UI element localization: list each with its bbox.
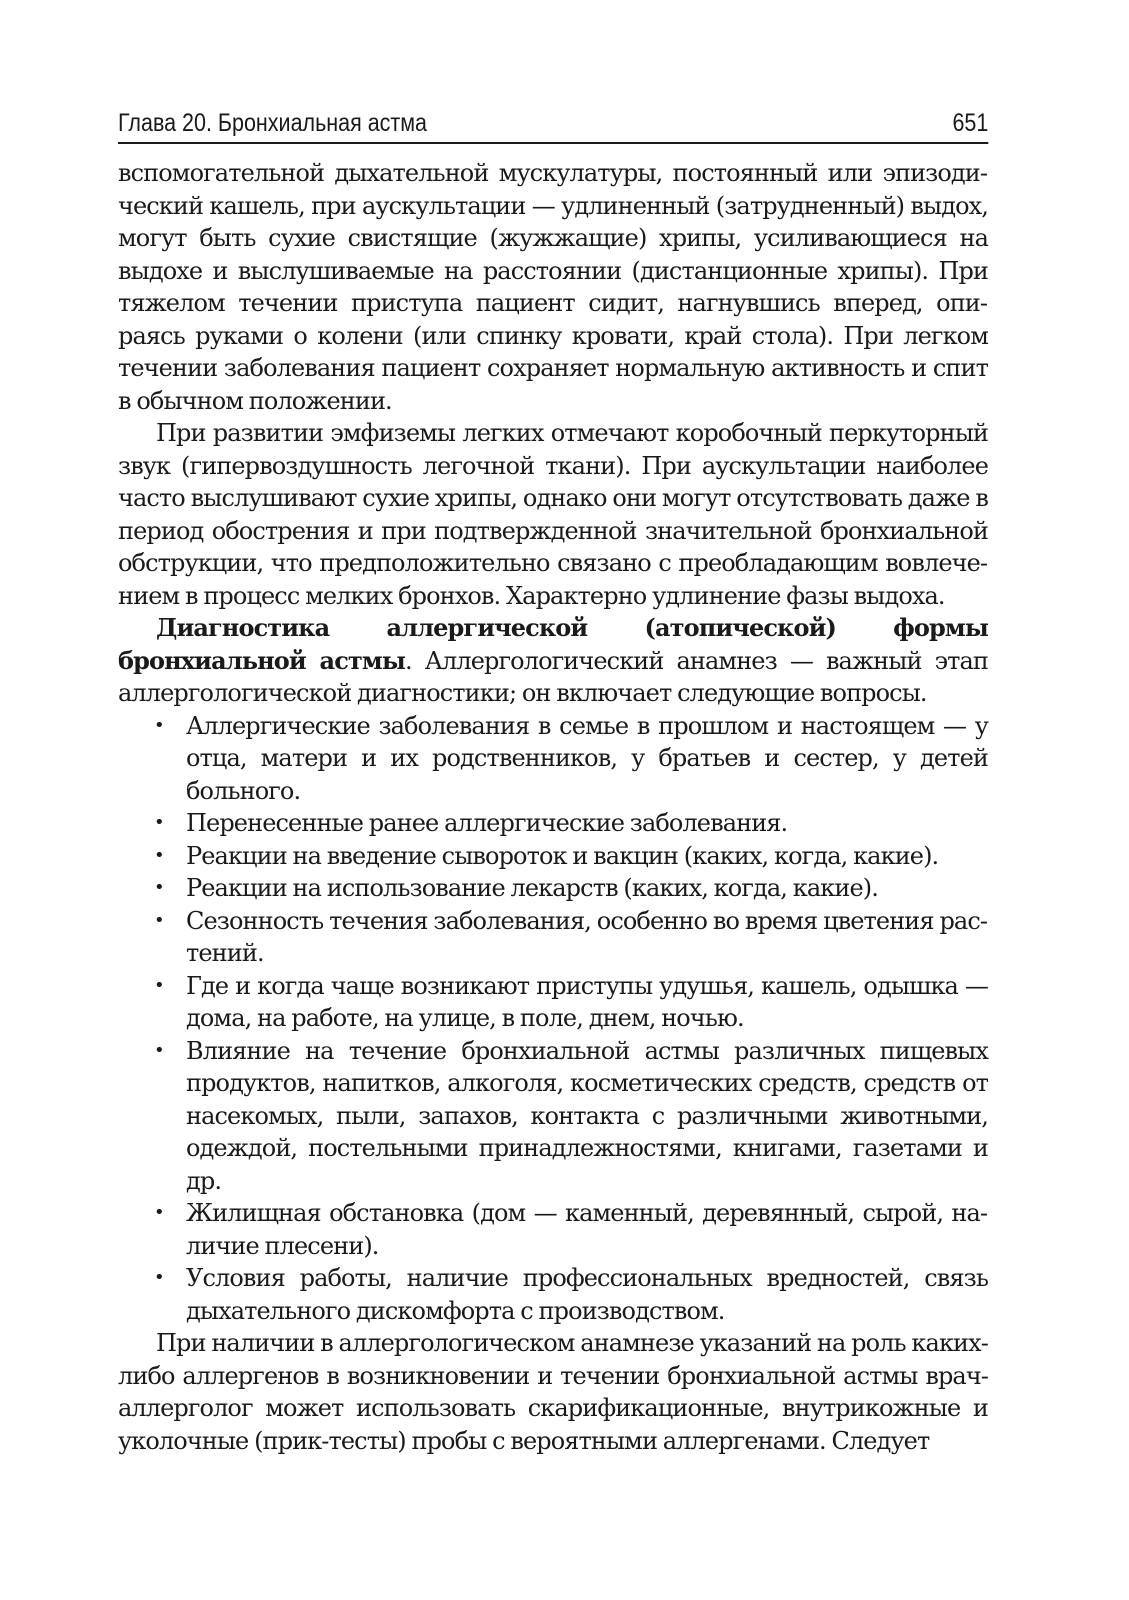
running-head bbox=[118, 108, 988, 144]
paragraph-emphysema: При развитии эмфиземы легких отмечают коробочный перкуторный звук (гипервоздушность легочной ткани). При аускультации наиболее часто выслушивают сухие хрипы, однако они могут отсутствовать даже в период обострения и при подтвержденной значительной бронхиальной обструкции, что предположительно связано с преобладающим вовлечением в процесс мелких бронхов. Характерно удлинение фазы выдоха. bbox=[118, 419, 988, 610]
bullet-icon: • bbox=[154, 1039, 164, 1061]
list-item bbox=[154, 1262, 988, 1327]
bullet-icon: • bbox=[154, 909, 164, 931]
bullet-icon: • bbox=[154, 877, 164, 898]
list-item bbox=[154, 905, 988, 970]
paragraph-diagnostics-text: . Аллергологический анамнез — важный этап аллергологической диагностики; он включает следующие вопросы. bbox=[118, 646, 988, 707]
bullet-icon: • bbox=[154, 1267, 164, 1288]
paragraph-diagnostics bbox=[118, 612, 988, 710]
list-item-text: Перенесенные ранее аллергические заболевания. bbox=[186, 809, 788, 837]
bullet-icon: • bbox=[154, 812, 164, 833]
list-item-text: Реакции на введение сывороток и вакцин (каких, когда, какие). bbox=[186, 841, 939, 870]
list-item-text: Где и когда чаще возникают приступы удушья, кашель, одышка — дома, на работе, на улице, в поле, днем, ночью. bbox=[186, 971, 988, 1032]
list-item bbox=[154, 807, 988, 840]
list-item-text: Жилищная обстановка (дом — каменный, деревянный, сырой, наличие плесени). bbox=[186, 1199, 988, 1260]
paragraph-skin-tests: При наличии в аллергологическом анамнезе указаний на роль каких-либо аллергенов в возникновении и течении бронхиальной астмы врач-аллерголог может использовать скарификационные, внутрикожные и уколочные (прик-тесты) пробы с вероятными аллергенами. Следует bbox=[118, 1329, 988, 1455]
list-item bbox=[154, 1035, 988, 1198]
list-item-text: Условия работы, наличие профессиональных вредностей, связь дыхательного дискомфорта с производством. bbox=[186, 1264, 988, 1325]
bullet-icon: • bbox=[154, 714, 164, 736]
list-item-text: Реакции на использование лекарств (каких, когда, какие). bbox=[186, 874, 878, 902]
bullet-icon: • bbox=[154, 844, 164, 866]
anamnesis-questions-list bbox=[118, 710, 988, 1328]
page-number: 651 bbox=[952, 109, 989, 137]
paragraph-continuation: вспомогательной дыхательной мускулатуры, постоянный или эпизодический кашель, при аускультации — удлиненный (затрудненный) выдох, могут быть сухие свистящие (жужжащие) хрипы, усиливающиеся на выдохе и выслушиваемые на расстоянии (дистанционные хрипы). При тяжелом течении приступа пациент сидит, нагнувшись вперед, опираясь руками о колени (или спинку кровати, край стола). При легком течении заболевания пациент сохраняет нормальную активность и спит в обычном положении. bbox=[118, 159, 988, 415]
list-item bbox=[154, 970, 988, 1035]
chapter-title: Глава 20. Бронхиальная астма bbox=[118, 109, 428, 137]
list-item-text: Сезонность течения заболевания, особенно во время цветения растений. bbox=[186, 906, 988, 967]
list-item bbox=[154, 1197, 988, 1262]
list-item-text: Влияние на течение бронхиальной астмы различных пищевых продуктов, напитков, алкоголя, косметических средств, средств от насекомых, пыли, запахов, контакта с различными животными, одеждой, постельными принадлежностями, книгами, газетами и др. bbox=[186, 1036, 988, 1195]
list-item bbox=[154, 840, 988, 873]
section-run-in-heading: Диагностика аллергической (атопической) формы бронхиальной астмы bbox=[118, 613, 988, 675]
list-item bbox=[154, 710, 988, 808]
list-item-text: Аллергические заболевания в семье в прошлом и настоящем — у отца, матери и их родственников, у братьев и сестер, у детей больного. bbox=[186, 711, 988, 805]
bullet-icon: • bbox=[154, 974, 164, 996]
list-item bbox=[154, 872, 988, 905]
body-text bbox=[118, 157, 988, 1457]
bullet-icon: • bbox=[154, 1202, 164, 1223]
book-page bbox=[118, 108, 988, 1457]
